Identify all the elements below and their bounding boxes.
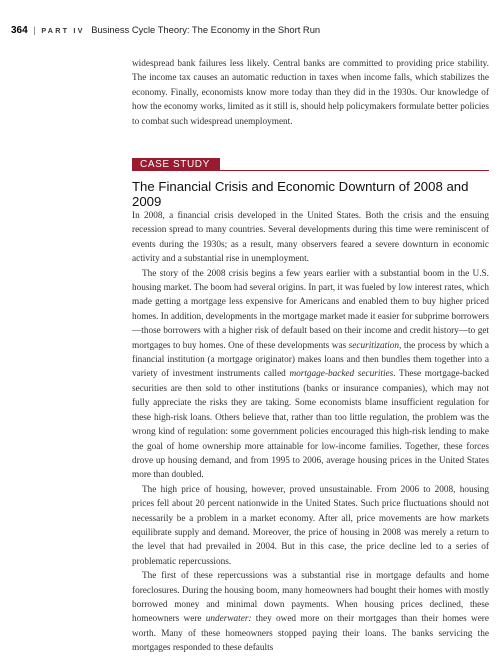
case-study-body	[132, 209, 489, 656]
case-p2-text-1: The story of the 2008 crisis begins a few years earlier with a substantial boom in the U.S. housing market. The boom had several origins. In part, it was fueled by low interest rates, which made getting a mortgage less expensive for Americans and enabled them to buy higher priced homes. In addition, developments in the mortgage market made it easier for subprime borrowers—those borrowers with a higher risk of default based on their income and credit history—to get mortgages to buy homes. One of these developments was	[132, 268, 489, 351]
case-paragraph-4	[132, 569, 489, 655]
running-head	[11, 24, 491, 36]
running-head-separator: |	[33, 24, 36, 35]
case-study-title: The Financial Crisis and Economic Downturn of 2008 and 2009	[132, 179, 469, 209]
case-study-label: CASE STUDY	[132, 158, 220, 171]
term-mortgage-backed-securities: mortgage-backed securities	[289, 369, 394, 380]
case-paragraph-1: In 2008, a financial crisis developed in the United States. Both the crisis and the ensuing recession spread to many countries. Several developments during this time were reminiscent of events during the 1930s; as a result, many observers feared a severe downturn in economic activity and a substantial rise in unemployment.	[132, 211, 489, 265]
case-paragraph-2	[132, 267, 489, 483]
case-p4-text-2: they owed more on their mortgages than their homes were worth. Many of these homeowners stopped paying their loans. The banks servicing the mortgages responded to these defaults	[132, 614, 489, 654]
intro-paragraph: widespread bank failures less likely. Central banks are committed to providing price stability. The income tax causes an automatic reduction in taxes when income falls, which stabilizes the economy. Finally, economists know more today than they did in the 1930s. Our knowledge of how the economy works, limited as it still is, should help policymakers formulate better policies to combat such widespread unemployment.	[132, 59, 489, 127]
case-p2-text-2: , the process by which a financial institution (a mortgage originator) makes loans and then bundles them together into a variety of investment instruments called	[132, 340, 489, 380]
term-securitization: securitization	[348, 340, 400, 351]
case-p4-text-1: The first of these repercussions was a substantial rise in mortgage defaults and home foreclosures. During the housing boom, many homeowners had bought their homes with mostly borrowed money and minimal down payments. When housing prices declined, these homeowners were	[132, 571, 489, 625]
case-p2-text-3: . These mortgage-backed securities are then sold to other institutions (banks or insurance companies), which may not fully appreciate the risks they are taking. Some economists blame insufficient regulation for these high-risk loans. Others believe that, rather than too little regulation, the problem was the wrong kind of regulation: some government policies encouraged this high-risk lending to make the goal of home ownership more attainable for low-income families. Together, these forces drove up housing demand, and from 1995 to 2006, average housing prices in the United States more than doubled.	[132, 369, 489, 481]
case-paragraph-3: The high price of housing, however, proved unsustainable. From 2006 to 2008, housing prices fell about 20 percent nationwide in the United States. Such price fluctuations should not necessarily be a problem in a market economy. After all, price movements are how markets equilibrate supply and demand. Moreover, the price of housing in 2008 was merely a return to the level that had prevailed in 2004. But in this case, the price decline led to a series of problematic repercussions.	[132, 484, 489, 567]
intro-text-block	[132, 57, 489, 129]
page-number: 364	[11, 25, 28, 36]
chapter-title: Business Cycle Theory: The Economy in the Short Run	[91, 24, 321, 35]
term-underwater: underwater:	[205, 614, 252, 625]
part-label: PART IV	[41, 26, 85, 35]
